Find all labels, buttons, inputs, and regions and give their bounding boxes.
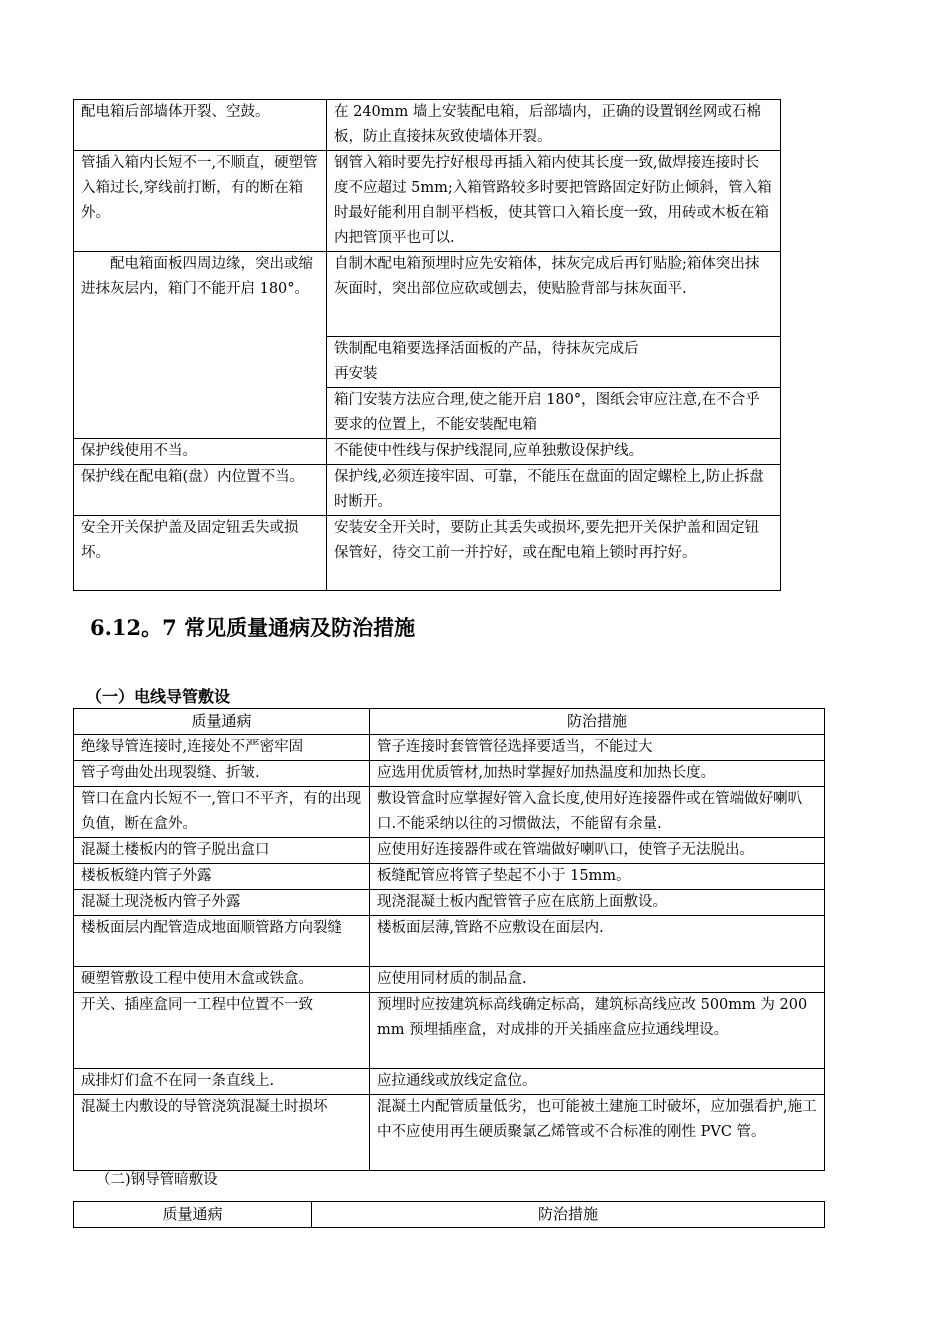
- table-row: [74, 465, 781, 516]
- measure-cell: 现浇混凝土板内配管管子应在底筋上面敷设。: [370, 890, 825, 916]
- header-measure: 防治措施: [312, 1202, 825, 1228]
- measure-cell: 自制木配电箱预埋时应先安箱体，抹灰完成后再钉贴脸;箱体突出抹灰面时，突出部位应砍或刨去，使贴脸背部与抹灰面平.: [327, 252, 781, 337]
- measure-cell: 管子连接时套管管径选择要适当，不能过大: [370, 735, 825, 761]
- table-row: [74, 439, 781, 465]
- conduit-laying-defects-table: [73, 708, 825, 1171]
- problem-cell: 绝缘导管连接时,连接处不严密牢固: [74, 735, 370, 761]
- measure-cell: 预埋时应按建筑标高线确定标高，建筑标高线应改 500mm 为 200mm 预埋插座盒，对成排的开关插座盒应拉通线埋设。: [370, 993, 825, 1069]
- problem-cell: 混凝土楼板内的管子脱出盒口: [74, 838, 370, 864]
- table-row: [74, 100, 781, 151]
- problem-cell: 硬塑管敷设工程中使用木盒或铁盒。: [74, 967, 370, 993]
- table-row: [74, 1069, 825, 1095]
- measure-cell: 应选用优质管材,加热时掌握好加热温度和加热长度。: [370, 761, 825, 787]
- problem-cell: 安全开关保护盖及固定钮丢失或损坏。: [74, 516, 327, 591]
- measure-cell: [327, 337, 781, 388]
- measure-cell: 应拉通线或放线定盒位。: [370, 1069, 825, 1095]
- problem-cell: 管子弯曲处出现裂缝、折皱.: [74, 761, 370, 787]
- steel-conduit-defects-table: [73, 1201, 825, 1228]
- table-row: [74, 916, 825, 967]
- measure-cell: 不能使中性线与保护线混同,应单独敷设保护线。: [327, 439, 781, 465]
- table-row: [74, 151, 781, 252]
- problem-cell: 配电箱后部墙体开裂、空鼓。: [74, 100, 327, 151]
- header-problem: 质量通病: [74, 709, 370, 735]
- measure-cell: 应使用同材质的制品盒.: [370, 967, 825, 993]
- table-row: [74, 252, 781, 337]
- measure-cell: 安装安全开关时，要防止其丢失或损坏,要先把开关保护盖和固定钮保管好，待交工前一并拧好，或在配电箱上锁时再拧好。: [327, 516, 781, 591]
- table-row: [74, 787, 825, 838]
- problem-cell: 保护线使用不当。: [74, 439, 327, 465]
- problem-cell: 成排灯们盒不在同一条直线上.: [74, 1069, 370, 1095]
- header-measure: 防治措施: [370, 709, 825, 735]
- table-header-row: [74, 709, 825, 735]
- measure-cell: 板缝配管应将管子垫起不小于 15mm。: [370, 864, 825, 890]
- measure-cell: 在 240mm 墙上安装配电箱，后部墙内，正确的设置钢丝网或石棉板，防止直接抹灰致使墙体开裂。: [327, 100, 781, 151]
- measure-cell: 敷设管盒时应掌握好管入盒长度,使用好连接器件或在管端做好喇叭口.不能采纳以往的习惯做法，不能留有余量.: [370, 787, 825, 838]
- table-row: [74, 735, 825, 761]
- measure-line: 再安装: [334, 366, 378, 382]
- problem-cell: 混凝土现浇板内管子外露: [74, 890, 370, 916]
- measure-cell: 楼板面层薄,管路不应敷设在面层内.: [370, 916, 825, 967]
- subsection-title: （二)钢导管暗敷设: [96, 1172, 218, 1188]
- measure-cell: 钢管入箱时要先拧好根母再插入箱内使其长度一致,做焊接连接时长度不应超过 5mm;入箱管路较多时要把管路固定好防止倾斜，管入箱时最好能利用自制平档板，使其管口入箱长度一致，用砖或木板在箱内把管顶平也可以.: [327, 151, 781, 252]
- subsection-title: （一）电线导管敷设: [86, 687, 231, 706]
- measure-cell: 应使用好连接器件或在管端做好喇叭口，使管子无法脱出。: [370, 838, 825, 864]
- table-row: [74, 1095, 825, 1171]
- table-header-row: [74, 1202, 825, 1228]
- problem-cell: 开关、插座盒同一工程中位置不一致: [74, 993, 370, 1069]
- measure-line: 铁制配电箱要选择活面板的产品，待抹灰完成后: [334, 341, 639, 357]
- distribution-box-defects-table: [73, 99, 781, 591]
- section-title: 6.12。7 常见质量通病及防治措施: [90, 615, 416, 640]
- problem-cell: 楼板板缝内管子外露: [74, 864, 370, 890]
- problem-cell: 保护线在配电箱(盘）内位置不当。: [74, 465, 327, 516]
- problem-cell: 管口在盒内长短不一,管口不平齐，有的出现负值，断在盒外。: [74, 787, 370, 838]
- table-row: [74, 967, 825, 993]
- measure-cell: 保护线,必须连接牢固、可靠，不能压在盘面的固定螺栓上,防止拆盘时断开。: [327, 465, 781, 516]
- table-row: [74, 993, 825, 1069]
- problem-cell: 混凝土内敷设的导管浇筑混凝土时损坏: [74, 1095, 370, 1171]
- problem-cell: 管插入箱内长短不一,不顺直，硬塑管入箱过长,穿线前打断，有的断在箱外。: [74, 151, 327, 252]
- table-row: [74, 838, 825, 864]
- table-row: [74, 761, 825, 787]
- table-row: [74, 890, 825, 916]
- measure-cell: 混凝土内配管质量低劣，也可能被土建施工时破坏，应加强看护,施工中不应使用再生硬质聚氯乙烯管或不合标准的刚性 PVC 管。: [370, 1095, 825, 1171]
- measure-cell: 箱门安装方法应合理,使之能开启 180°，图纸会审应注意,在不合乎要求的位置上，不能安装配电箱: [327, 388, 781, 439]
- table-row: [74, 864, 825, 890]
- problem-cell: 配电箱面板四周边缘，突出或缩进抹灰层内，箱门不能开启 180°。: [74, 252, 327, 439]
- problem-cell: 楼板面层内配管造成地面顺管路方向裂缝: [74, 916, 370, 967]
- table-row: [74, 516, 781, 591]
- header-problem: 质量通病: [74, 1202, 312, 1228]
